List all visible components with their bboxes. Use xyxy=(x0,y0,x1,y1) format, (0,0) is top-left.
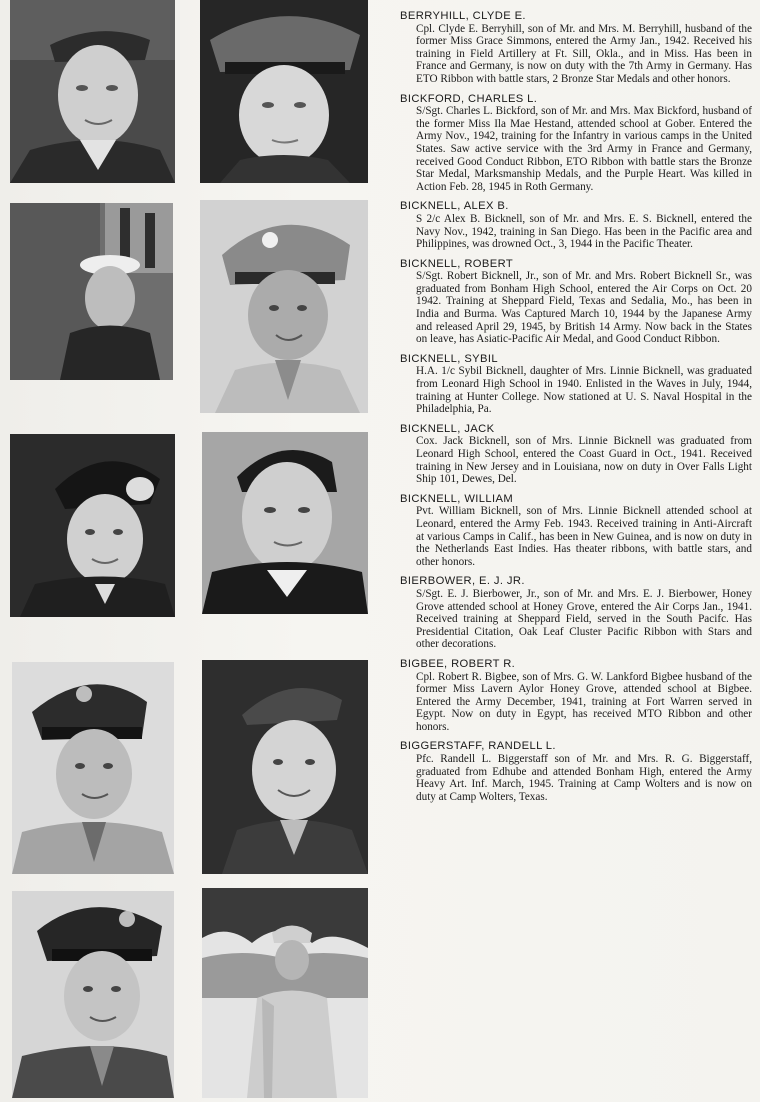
portrait-photo-9 xyxy=(12,891,174,1098)
entry-name: BICKNELL, SYBIL xyxy=(400,352,499,365)
entry-text: Pvt. William Bicknell, son of Mrs. Linnie Bicknell attended school at Leonard, entered the Army Feb. 1943. Received training in Anti-Aircraft at various Camps in Calif., has been in New Guinea, and is now on duty in the Netherlands East Indies. Has theater ribbons, with battle stars, and other honors. xyxy=(416,505,752,568)
portrait-photo-6 xyxy=(202,432,368,614)
entry-text: S/Sgt. E. J. Bierbower, Jr., son of Mr. and Mrs. E. J. Bierbower, Honey Grove attended school at Honey Grove, entered the Air Corps Jan., 1941. Received training at Sheppard Field, served in the South Pacifc. Has Presidential Citation, Oak Leaf Cluster Pacific Ribbon with Stars and other decorations. xyxy=(416,587,752,651)
entry-name: BICKNELL, JACK xyxy=(400,422,495,435)
entry-text: H.A. 1/c Sybil Bicknell, daughter of Mrs. Linnie Bicknell, was graduated from Leonard High School in 1940. Enlisted in the Waves in July, 1944, training at Hunter College. Now stationed at U. S. Naval Hospital in the Philadelphia, Pa. xyxy=(416,365,752,416)
biography-column xyxy=(400,10,752,810)
entry-text: S/Sgt. Robert Bicknell, Jr., son of Mr. and Mrs. Robert Bicknell Sr., was graduated from Bonham High School, entered the Air Corps on Oct. 20 1942. Training at Sheppard Field, Texas and Sedalia, Mo., has been in India and Burma. Was Captured March 10, 1944 by the Japanese Army and released April 29, 1945, by British 14 Army. Now back in the States on leave, has Asiatic-Pacific Air Medal, and Good Conduct Ribbon. xyxy=(416,270,752,346)
entry-text: Cox. Jack Bicknell, son of Mrs. Linnie Bicknell was graduated from Leonard High School, entered the Coast Guard in Oct., 1941. Received training in New Jersey and in Louisiana, now on duty in Over Falls Light Ship 101, Dewes, Del. xyxy=(416,435,752,486)
entry-text: Cpl. Clyde E. Berryhill, son of Mr. and Mrs. M. Berryhill, husband of the former Miss Grace Simmons, entered the Army Jan., 1942. Received his training in Field Artillery at Ft. Sill, Okla., and in Miss. Has been in France and Germany, is now on duty with the 7th Army in Germany. Has ETO Ribbon with battle stars, 2 Bronze Star Medals and other honors. xyxy=(416,22,752,85)
portrait-photo-3 xyxy=(10,203,173,380)
entry-biggerstaff xyxy=(400,740,752,803)
entry-bickford xyxy=(400,93,752,194)
entry-name: BICKNELL, ALEX B. xyxy=(400,200,509,213)
entry-bicknell-alex xyxy=(400,200,752,250)
entry-name: BICKFORD, CHARLES L. xyxy=(400,92,538,105)
portrait-photo-7 xyxy=(12,662,174,874)
entry-name: BICKNELL, WILLIAM xyxy=(400,492,514,505)
entry-bierbower xyxy=(400,575,752,651)
entry-text: S/Sgt. Charles L. Bickford, son of Mr. and Mrs. Max Bickford, husband of the former Miss Ila Mae Hestand, attended school at Gober. Entered the Army Nov., 1942, training for the Infantry in various camps in the United States. Saw active service with the 3rd Army in France and Germany, received Good Conduct Ribbon, ETO Ribbon with battle stars the Bronze Star Medal, Marksmanship Medals, and the Purple Heart. Was killed in Action Feb. 28, 1945 in Roth Germany. xyxy=(416,105,752,193)
portrait-photo-10 xyxy=(202,888,368,1098)
entry-name: BIERBOWER, E. J. JR. xyxy=(400,575,525,588)
portrait-photo-4 xyxy=(200,200,368,413)
entry-berryhill xyxy=(400,10,752,86)
entry-bicknell-jack xyxy=(400,423,752,486)
entry-bigbee xyxy=(400,658,752,734)
portrait-photo-5 xyxy=(10,434,175,617)
entry-text: Cpl. Robert R. Bigbee, son of Mrs. G. W. Lankford Bigbee husband of the former Miss Lavern Aylor Honey Grove, attended school at Bigbee. Entered the Army December, 1941, training at Fort Warren served in Egypt. Now on duty in Egypt, has received MTO Ribbon and other honors. xyxy=(416,670,752,733)
portrait-photo-8 xyxy=(202,660,368,874)
entry-name: BERRYHILL, CLYDE E. xyxy=(400,10,526,22)
entry-text: S 2/c Alex B. Bicknell, son of Mr. and Mrs. E. S. Bicknell, entered the Navy Nov., 1942, training in San Diego. Has been in the Pacific area and Philippines, was drowned Oct., 3, 1944 in the Pacific Theater. xyxy=(416,212,752,251)
entry-bicknell-sybil xyxy=(400,353,752,416)
portrait-photo-1 xyxy=(10,0,175,183)
entry-name: BIGGERSTAFF, RANDELL L. xyxy=(400,740,556,753)
entry-bicknell-william xyxy=(400,493,752,569)
entry-name: BICKNELL, ROBERT xyxy=(400,257,514,270)
entry-text: Pfc. Randell L. Biggerstaff son of Mr. and Mrs. R. G. Biggerstaff, graduated from Edhube and attended Bonham High, entered the Army Heavy Art. Inf. March, 1945. Training at Camp Wolters and is now on duty at Camp Wolters, Texas. xyxy=(416,753,752,803)
entry-bicknell-robert xyxy=(400,258,752,346)
portrait-photo-2 xyxy=(200,0,368,183)
entry-name: BIGBEE, ROBERT R. xyxy=(400,657,516,670)
